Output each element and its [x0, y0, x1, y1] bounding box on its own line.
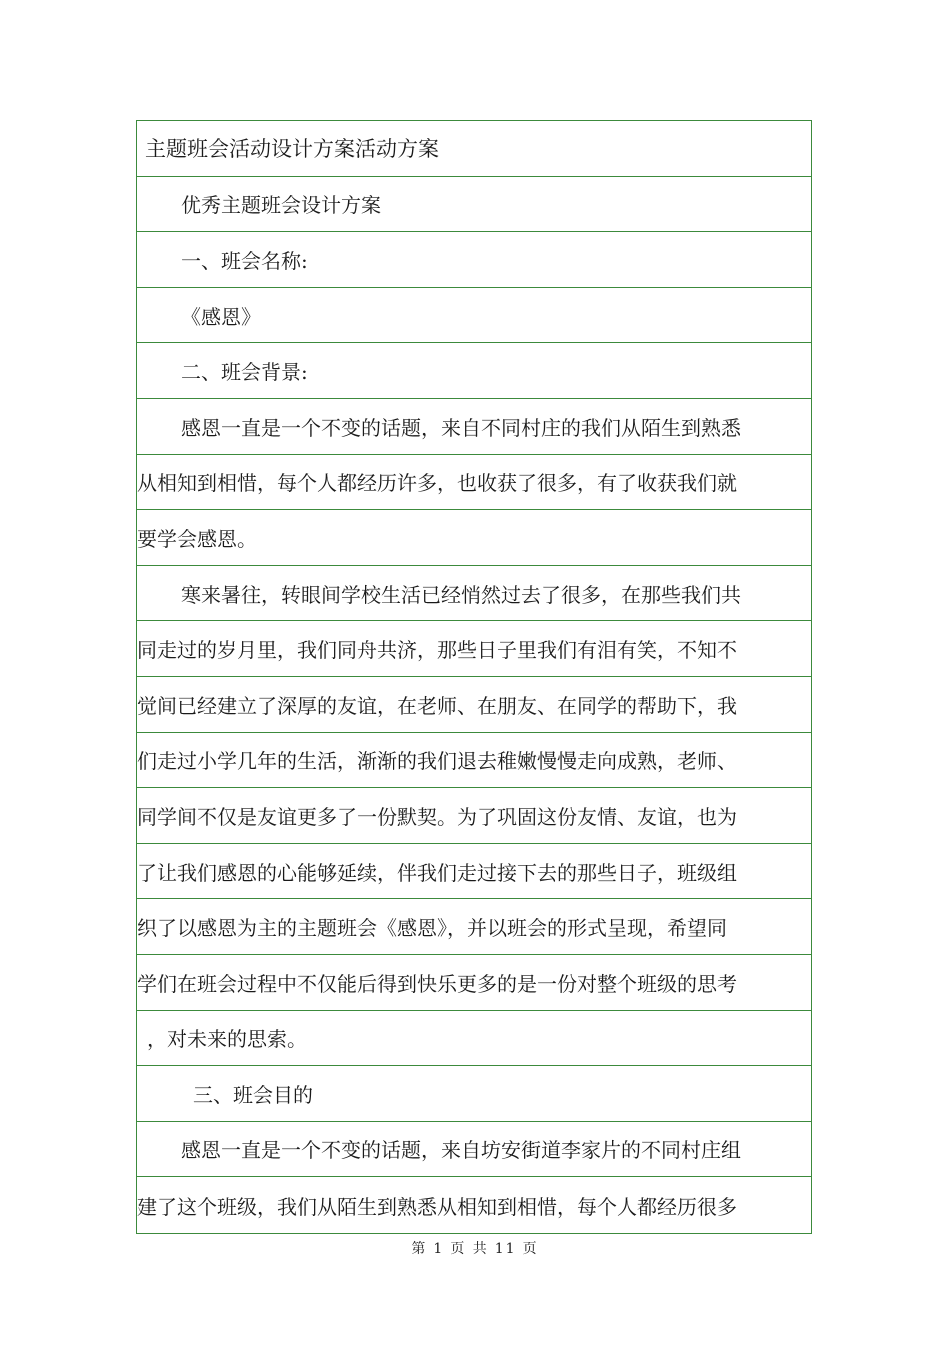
text-line: 觉间已经建立了深厚的友谊，在老师、在朋友、在同学的帮助下，我: [137, 677, 811, 733]
section-heading: 二、班会背景:: [137, 343, 811, 399]
current-page-number: 1: [433, 1241, 445, 1257]
text-line: 织了以感恩为主的主题班会《感恩》，并以班会的形式呈现，希望同: [137, 899, 811, 955]
text-line: 同学间不仅是友谊更多了一份默契。为了巩固这份友情、友谊，也为: [137, 788, 811, 844]
text-line: 们走过小学几年的生活，渐渐的我们退去稚嫩慢慢走向成熟，老师、: [137, 733, 811, 789]
text-line: 学们在班会过程中不仅能后得到快乐更多的是一份对整个班级的思考: [137, 955, 811, 1011]
footer-prefix: 第: [411, 1241, 428, 1257]
footer-mid: 页 共: [450, 1241, 489, 1257]
page-footer: [0, 1238, 950, 1258]
text-line: 建了这个班级，我们从陌生到熟悉从相知到相惜，每个人都经历很多: [137, 1194, 737, 1219]
section-heading: 三、班会目的: [137, 1066, 811, 1122]
text-line: 《感恩》: [137, 288, 811, 344]
section-heading: 一、班会名称:: [137, 232, 811, 288]
footer-suffix: 页: [522, 1241, 539, 1257]
text-line: 了让我们感恩的心能够延续，伴我们走过接下去的那些日子，班级组: [137, 844, 811, 900]
text-line: 寒来暑往，转眼间学校生活已经悄然过去了很多，在那些我们共: [137, 566, 811, 622]
text-line: 优秀主题班会设计方案: [137, 177, 811, 233]
text-line: 同走过的岁月里，我们同舟共济，那些日子里我们有泪有笑，不知不: [137, 621, 811, 677]
text-line: 感恩一直是一个不变的话题，来自不同村庄的我们从陌生到熟悉: [137, 399, 811, 455]
text-line: 从相知到相惜，每个人都经历许多，也收获了很多，有了收获我们就: [137, 455, 811, 511]
document-box: [136, 120, 812, 1234]
text-line: ，对未来的思索。: [137, 1011, 811, 1067]
text-line: 感恩一直是一个不变的话题，来自坊安街道李家片的不同村庄组: [137, 1122, 811, 1178]
document-title: 主题班会活动设计方案活动方案: [137, 121, 811, 177]
total-pages: 11: [494, 1241, 517, 1257]
text-line: 要学会感恩。: [137, 510, 811, 566]
